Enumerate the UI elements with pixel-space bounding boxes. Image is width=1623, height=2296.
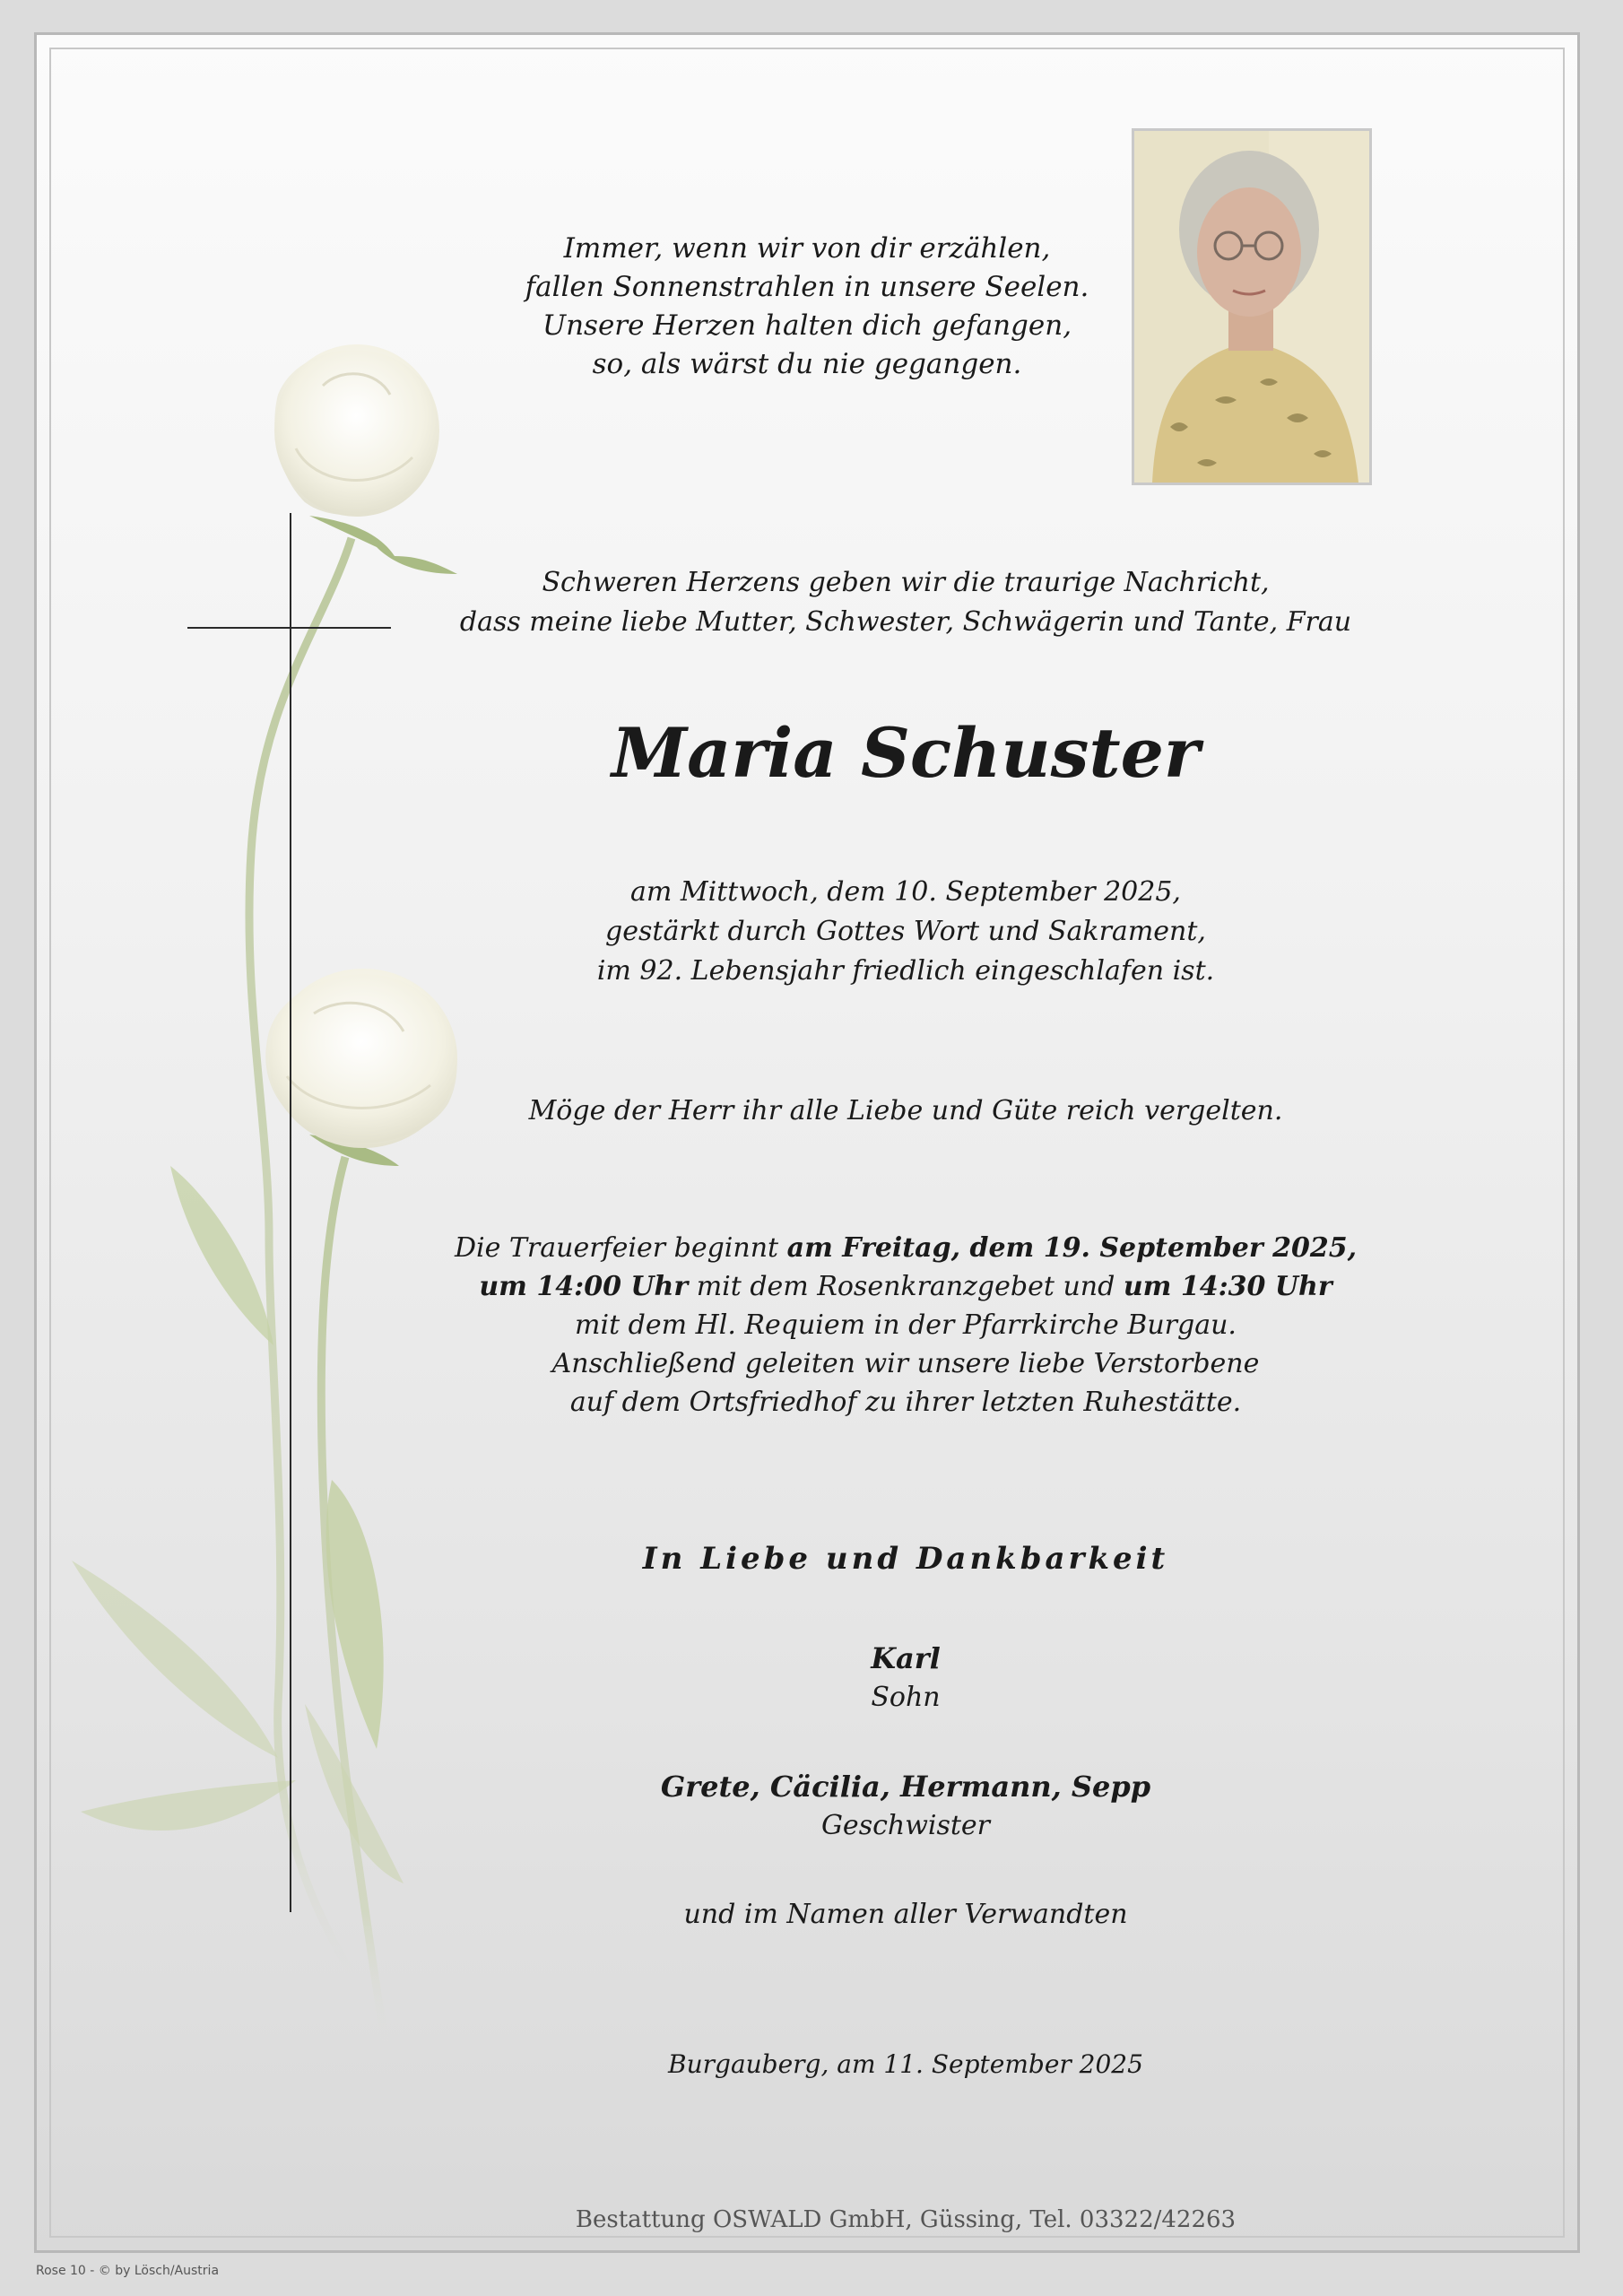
service-details — [430, 1229, 1381, 1422]
death-line: am Mittwoch, dem 10. September 2025, — [630, 876, 1181, 908]
service-date: am Freitag, dem 19. September 2025, — [786, 1232, 1358, 1264]
copyright-note: Rose 10 - © by Lösch/Austria — [36, 2264, 220, 2278]
service-text: Die Trauerfeier beginnt — [454, 1232, 787, 1264]
rose-lower — [265, 969, 457, 1148]
service-text: mit dem Rosenkranzgebet und — [688, 1271, 1124, 1302]
poem — [502, 230, 1112, 384]
death-line: im 92. Lebensjahr friedlich eingeschlafen ist. — [596, 955, 1215, 987]
poem-line: Unsere Herzen halten dich gefangen, — [542, 309, 1072, 342]
rosary-time: um 14:00 Uhr — [479, 1271, 689, 1302]
deceased-name: Maria Schuster — [612, 713, 1200, 793]
poem-line: Immer, wenn wir von dir erzählen, — [563, 232, 1051, 265]
blessing-line: Möge der Herr ihr alle Liebe und Güte reich vergelten. — [528, 1095, 1283, 1126]
mourner-names: Karl — [871, 1641, 941, 1675]
undertaker-footer: Bestattung OSWALD GmbH, Güssing, Tel. 03322/42263 — [575, 2206, 1237, 2233]
intro-line: dass meine liebe Mutter, Schwester, Schwägerin und Tante, Frau — [459, 606, 1352, 638]
intro-line: Schweren Herzens geben wir die traurige Nachricht, — [542, 567, 1270, 598]
death-details — [502, 873, 1309, 991]
relatives-line: und im Namen aller Verwandten — [683, 1899, 1128, 1930]
death-line: gestärkt durch Gottes Wort und Sakrament, — [605, 916, 1206, 947]
leaf-3 — [81, 1780, 296, 1831]
service-line-3: mit dem Hl. Requiem in der Pfarrkirche Burgau. — [575, 1309, 1237, 1341]
service-line-5: auf dem Ortsfriedhof zu ihrer letzten Ruhestätte. — [569, 1387, 1242, 1418]
leaf-1 — [170, 1166, 273, 1345]
portrait-photo — [1132, 128, 1372, 485]
place-date: Burgauberg, am 11. September 2025 — [668, 2049, 1143, 2079]
mourner-relation: Geschwister — [820, 1810, 991, 1841]
service-line-2 — [430, 1267, 1381, 1306]
poem-line: so, als wärst du nie gegangen. — [592, 348, 1022, 380]
service-line-4: Anschließend geleiten wir unsere liebe Verstorbene — [551, 1348, 1260, 1379]
mourner-names: Grete, Cäcilia, Hermann, Sepp — [660, 1770, 1151, 1804]
service-line-1 — [430, 1229, 1381, 1267]
mourners-heading: In Liebe und Dankbarkeit — [642, 1541, 1169, 1577]
mourner-relation: Sohn — [871, 1682, 941, 1713]
rose-upper — [274, 344, 439, 517]
poem-line: fallen Sonnenstrahlen in unsere Seelen. — [525, 271, 1089, 303]
leaf-2 — [72, 1561, 278, 1758]
announcement-intro — [430, 563, 1381, 642]
requiem-time: um 14:30 Uhr — [1123, 1271, 1332, 1302]
